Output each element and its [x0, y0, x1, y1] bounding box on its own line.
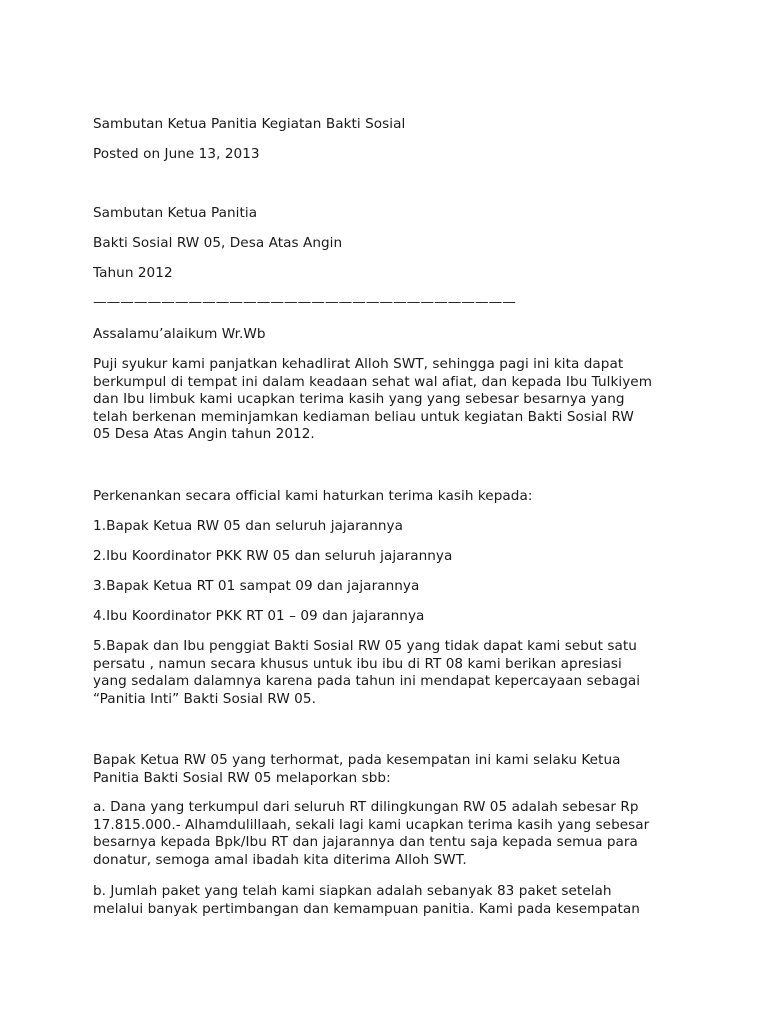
list-item-5-line: “Panitia Inti” Bakti Sosial RW 05. — [93, 690, 316, 707]
intro-line: dan Ibu limbuk kami ucapkan terima kasih yang yang sebesar besarnya yang — [93, 391, 625, 407]
heading-sambutan: Sambutan Ketua Panitia — [93, 205, 258, 221]
intro-paragraph — [93, 356, 683, 444]
report-intro-line: Panitia Bakti Sosial RW 05 melaporkan sbb: — [93, 769, 391, 786]
intro-line: telah berkenan meminjamkan kediaman beliau untuk kegiatan Bakti Sosial RW — [93, 408, 634, 425]
list-item-1: 1.Bapak Ketua RW 05 dan seluruh jajarannya — [93, 518, 403, 534]
thanks-intro: Perkenankan secara official kami haturkan terima kasih kepada: — [93, 488, 533, 504]
heading-year: Tahun 2012 — [93, 265, 173, 281]
point-a — [93, 799, 683, 869]
greeting: Assalamu’alaikum Wr.Wb — [93, 326, 266, 342]
list-item-3: 3.Bapak Ketua RT 01 sampat 09 dan jajarannya — [93, 578, 420, 594]
intro-line: 05 Desa Atas Angin tahun 2012. — [93, 426, 315, 442]
list-item-2: 2.Ibu Koordinator PKK RW 05 dan seluruh jajarannya — [93, 548, 453, 564]
document-title: Sambutan Ketua Panitia Kegiatan Bakti Sosial — [93, 116, 406, 132]
point-b-line: b. Jumlah paket yang telah kami siapkan adalah sebanyak 83 paket setelah — [93, 883, 612, 899]
list-item-5-line: 5.Bapak dan Ibu penggiat Bakti Sosial RW 05 yang tidak dapat kami sebut satu — [93, 638, 637, 654]
point-a-line: besarnya kepada Bpk/Ibu RT dan jajarannya dan tentu saja kepada semua para — [93, 834, 638, 850]
report-intro-line: Bapak Ketua RW 05 yang terhormat, pada kesempatan ini kami selaku Ketua — [93, 752, 621, 768]
separator-rule: ——————————————————————————————— — [93, 294, 516, 310]
intro-line: berkumpul di tempat ini dalam keadaan sehat wal afiat, dan kepada Ibu Tulkiyem — [93, 373, 653, 390]
point-a-line: donatur, semoga amal ibadah kita diterima Alloh SWT. — [93, 851, 467, 868]
point-a-line: a. Dana yang terkumpul dari seluruh RT dilingkungan RW 05 adalah sebesar Rp — [93, 799, 639, 815]
list-item-5-line: persatu , namun secara khusus untuk ibu ibu di RT 08 kami berikan apresiasi — [93, 655, 622, 672]
posted-date: Posted on June 13, 2013 — [93, 146, 260, 162]
list-item-4: 4.Ibu Koordinator PKK RT 01 – 09 dan jajarannya — [93, 608, 425, 624]
point-b-line: melalui banyak pertimbangan dan kemampuan panitia. Kami pada kesempatan — [93, 900, 640, 917]
point-b — [93, 883, 683, 918]
list-item-5 — [93, 638, 683, 708]
report-intro — [93, 752, 683, 787]
list-item-5-line: yang sedalam dalamnya karena pada tahun ini mendapat kepercayaan sebagai — [93, 673, 641, 689]
intro-line: Puji syukur kami panjatkan kehadlirat Alloh SWT, sehingga pagi ini kita dapat — [93, 356, 624, 372]
heading-event: Bakti Sosial RW 05, Desa Atas Angin — [93, 235, 343, 251]
point-a-line: 17.815.000.- Alhamdulillaah, sekali lagi kami ucapkan terima kasih yang sebesar — [93, 816, 650, 833]
